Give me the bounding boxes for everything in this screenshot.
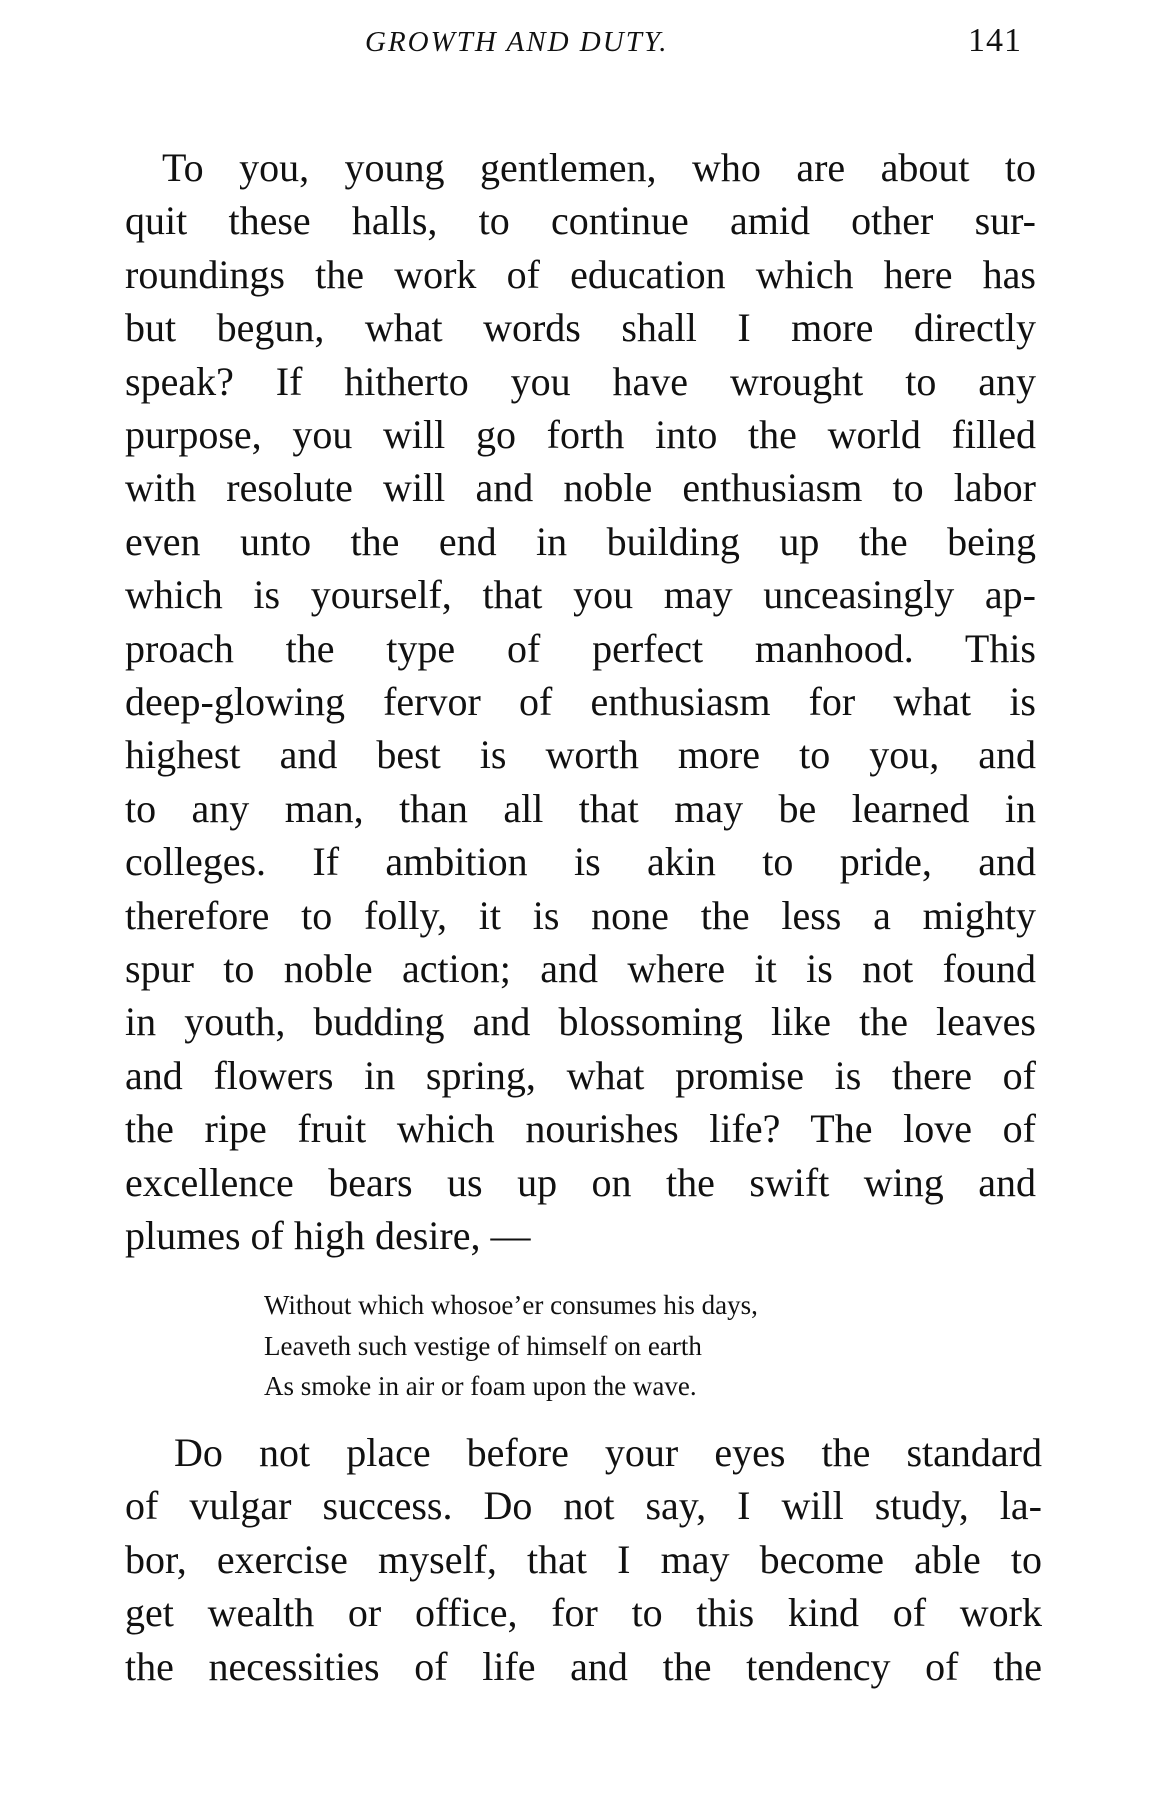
text-line: and flowers in spring, what promise is there of xyxy=(125,1052,1036,1098)
text-line: bor, exercise myself, that I may become able to xyxy=(125,1536,1042,1582)
text-line: with resolute will and noble enthusiasm to labor xyxy=(125,465,1036,511)
text-line: proach the type of perfect manhood. This xyxy=(125,625,1036,671)
text-line: the necessities of life and the tendency of the xyxy=(125,1643,1042,1689)
text-line: therefore to folly, it is none the less a mighty xyxy=(125,892,1036,938)
text-line: which is yourself, that you may unceasingly ap- xyxy=(125,572,1036,618)
verse-line: As smoke in air or foam upon the wave. xyxy=(264,1371,697,1402)
text-line: speak? If hitherto you have wrought to any xyxy=(125,358,1036,404)
text-line: of vulgar success. Do not say, I will study, la- xyxy=(125,1483,1042,1529)
text-line: spur to noble action; and where it is not found xyxy=(125,946,1036,991)
text-line: quit these halls, to continue amid other sur- xyxy=(125,198,1036,244)
text-line: purpose, you will go forth into the world filled xyxy=(125,412,1036,457)
text-line: deep-glowing fervor of enthusiasm for what is xyxy=(125,679,1036,724)
text-line: in youth, budding and blossoming like the leaves xyxy=(125,999,1036,1045)
running-header-title: GROWTH AND DUTY. xyxy=(365,26,669,58)
text-line: to any man, than all that may be learned in xyxy=(125,785,1036,831)
text-line: roundings the work of education which here has xyxy=(125,251,1036,297)
text-line: excellence bears us up on the swift wing and xyxy=(125,1159,1036,1205)
text-line: colleges. If ambition is akin to pride, and xyxy=(125,839,1036,885)
text-line: Do not place before your eyes the standard xyxy=(174,1430,1042,1475)
text-line: To you, young gentlemen, who are about to xyxy=(162,145,1036,190)
verse-line: Leaveth such vestige of himself on earth xyxy=(264,1330,702,1361)
verse-line: Without which whosoe’er consumes his days, xyxy=(264,1290,758,1320)
text-line: the ripe fruit which nourishes life? The love of xyxy=(125,1106,1036,1152)
page-number: 141 xyxy=(968,22,1022,59)
text-line: but begun, what words shall I more directly xyxy=(125,305,1036,351)
text-line: plumes of high desire, — xyxy=(125,1213,531,1258)
text-line: highest and best is worth more to you, and xyxy=(125,732,1036,778)
text-line: get wealth or office, for to this kind of work xyxy=(125,1590,1042,1636)
text-line: even unto the end in building up the being xyxy=(125,518,1036,564)
